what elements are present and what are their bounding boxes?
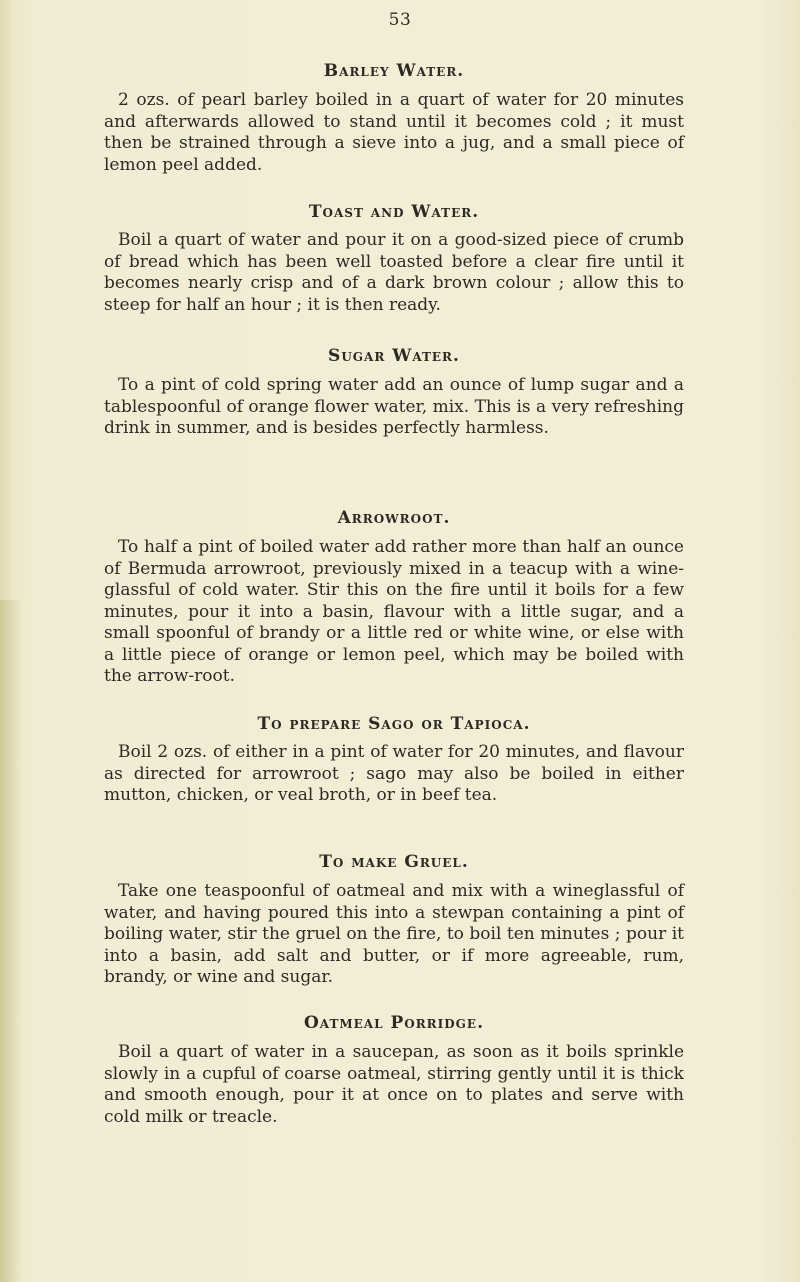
text-toast-and-water: Boil a quart of water and pour it on a good-sized piece of crumb of bread which has been well toasted before a clear fire until it becomes nearly crisp and of a dark brown colour ; allow this to steep for half an hour ; it is then ready.: [104, 230, 684, 315]
heading-gruel: To make Gruel.: [319, 852, 469, 872]
text-oatmeal-porridge: Boil a quart of water in a saucepan, as soon as it boils sprinkle slowly in a cupful of coarse oatmeal, stirring gently until it is thick and smooth enough, pour it at once on to plates and serve with cold milk or treacle.: [104, 1042, 684, 1127]
text-arrowroot: To half a pint of boiled water add rather more than half an ounce of Bermuda arrowroot, previously mixed in a teacup with a wine-glassful of cold water. Stir this on the fire until it boils for a few minutes, pour it into a basin, flavour with a little sugar, and a small spoonful of brandy or a little red or white wine, or else with a little piece of orange or lemon peel, which may be boiled with the arrow-root.: [104, 537, 684, 686]
heading-toast-and-water: Toast and Water.: [308, 202, 480, 222]
page-number: 53: [388, 10, 412, 30]
heading-oatmeal-porridge: Oatmeal Porridge.: [303, 1013, 484, 1033]
heading-arrowroot: Arrowroot.: [337, 508, 451, 528]
text-barley-water: 2 ozs. of pearl barley boiled in a quart of water for 20 minutes and afterwards allowed to stand until it becomes cold ; it must then be strained through a sieve into a jug, and a small piece of lemon peel added.: [104, 90, 684, 175]
heading-sugar-water: Sugar Water.: [328, 346, 460, 366]
text-gruel: Take one teaspoonful of oatmeal and mix with a wineglassful of water, and having poured this into a stewpan containing a pint of boiling water, stir the gruel on the fire, to boil ten minutes ; pour it into a basin, add salt and butter, or if more agreeable, rum, brandy, or wine and sugar.: [104, 881, 684, 987]
text-sugar-water: To a pint of cold spring water add an ounce of lump sugar and a tablespoonful of orange flower water, mix. This is a very refreshing drink in summer, and is besides perfectly harmless.: [104, 375, 684, 438]
text-sago-tapioca: Boil 2 ozs. of either in a pint of water for 20 minutes, and flavour as directed for arrowroot ; sago may also be boiled in either mutton, chicken, or veal broth, or in beef tea.: [104, 742, 684, 805]
page-edge-shadow: [0, 600, 22, 1282]
heading-barley-water: Barley Water.: [323, 61, 465, 81]
heading-sago-tapioca: To prepare Sago or Tapioca.: [257, 714, 531, 734]
